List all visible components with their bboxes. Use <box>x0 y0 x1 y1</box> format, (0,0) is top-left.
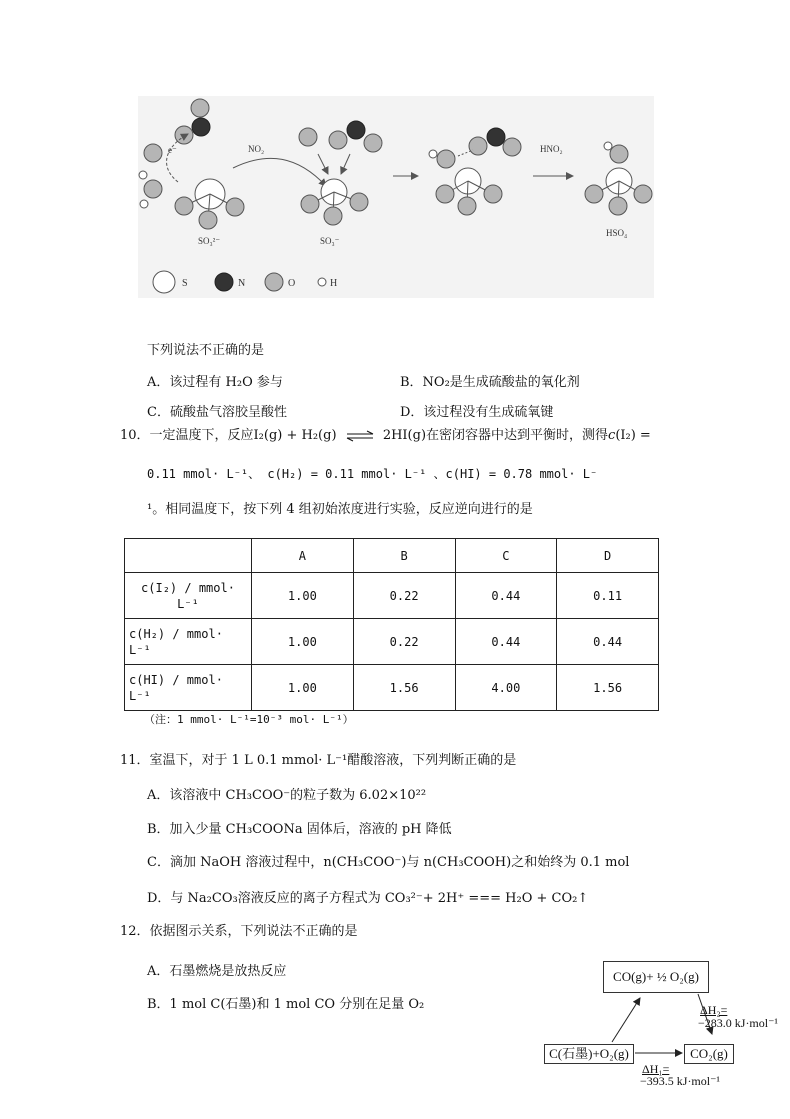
table-header-cell <box>125 539 252 573</box>
svg-text:O: O <box>288 278 296 289</box>
table-cell: 0.11 <box>557 573 659 619</box>
table-row-label: c(H₂) / mmol· L⁻¹ <box>125 619 252 665</box>
table-cell: 1.00 <box>252 665 354 711</box>
table-cell: 1.00 <box>252 619 354 665</box>
dh1-label: ΔH₁= <box>642 1062 670 1076</box>
q10-stem-line3: ¹。相同温度下，按下列 4 组初始浓度进行实验，反应逆向进行的是 <box>147 502 533 517</box>
co-half-o2-box: CO(g)+ ½ O₂(g) <box>603 961 709 993</box>
q9-option-b: B．NO₂是生成硫酸盐的氧化剂 <box>400 375 580 390</box>
q9-option-d: D．该过程没有生成硫氧键 <box>400 405 554 420</box>
equilibrium-arrow-icon <box>345 430 375 442</box>
table-header-row <box>125 539 659 573</box>
q12-stem: 12．依据图示关系，下列说法不正确的是 <box>120 924 358 939</box>
table-cell: 0.22 <box>353 619 455 665</box>
q10-c-symbol: c <box>608 428 616 443</box>
hno2-label: HNO₂ <box>540 144 563 154</box>
table-header-cell: C <box>455 539 557 573</box>
dh1-value: −393.5 kJ·mol⁻¹ <box>640 1074 721 1088</box>
table-row <box>125 619 659 665</box>
q10-stem-line2: 0.11 mmol· L⁻¹、 c(H₂) = 0.11 mmol· L⁻¹ 、c(HI) = 0.78 mmol· L⁻ <box>147 467 598 481</box>
table-cell: 1.00 <box>252 573 354 619</box>
table-cell: 1.56 <box>353 665 455 711</box>
hso4-label: HSO₄ <box>606 228 628 238</box>
electron-label: e⁻ <box>168 145 177 155</box>
svg-text:N: N <box>238 278 246 289</box>
so3-2minus-label: SO₃²⁻ <box>198 236 221 246</box>
q11-stem: 11．室温下，对于 1 L 0.1 mmol· L⁻¹醋酸溶液，下列判断正确的是 <box>120 753 517 768</box>
q9-option-c: C．硫酸盐气溶胶呈酸性 <box>147 405 287 420</box>
table-row <box>125 665 659 711</box>
table-header-cell: A <box>252 539 354 573</box>
so3-minus-label: SO₃⁻ <box>320 236 340 246</box>
q10-table-note: （注：1 mmol· L⁻¹=10⁻³ mol· L⁻¹） <box>144 713 354 726</box>
table-cell: 4.00 <box>455 665 557 711</box>
table-cell: 0.44 <box>455 619 557 665</box>
table-header-cell: D <box>557 539 659 573</box>
no2-label: NO₂ <box>248 144 265 154</box>
table-row <box>125 573 659 619</box>
svg-text:S: S <box>182 278 188 289</box>
q10-data-table <box>124 538 659 711</box>
q11-option-d: D．与 Na₂CO₃溶液反应的离子方程式为 CO₃²⁻+ 2H⁺ === H₂O + CO₂↑ <box>147 891 589 906</box>
q11-option-b: B．加入少量 CH₃COONa 固体后，溶液的 pH 降低 <box>147 822 452 837</box>
table-cell: 0.44 <box>455 573 557 619</box>
table-cell: 1.56 <box>557 665 659 711</box>
q10-stem-line1 <box>120 428 651 444</box>
table-row-label: c(I₂) / mmol· L⁻¹ <box>125 573 252 619</box>
table-header-cell: B <box>353 539 455 573</box>
reaction-mechanism-figure <box>138 96 654 298</box>
q10-reaction-right: 2HI(g)在密闭容器中达到平衡时，测得 <box>382 428 609 443</box>
table-cell: 0.22 <box>353 573 455 619</box>
q10-reaction-left: 10．一定温度下，反应I₂(g) + H₂(g) <box>120 428 337 443</box>
q12-option-a: A．石墨燃烧是放热反应 <box>147 964 287 979</box>
dh2-value: −283.0 kJ·mol⁻¹ <box>698 1016 779 1030</box>
q10-ci2: (I₂) = <box>615 428 651 443</box>
q9-option-a: A．该过程有 H₂O 参与 <box>147 375 283 390</box>
table-cell: 0.44 <box>557 619 659 665</box>
graphite-o2-box: C(石墨)+O₂(g) <box>544 1044 634 1064</box>
dh2-label: ΔH₂= <box>700 1003 728 1017</box>
co2-box: CO₂(g) <box>684 1044 734 1064</box>
q11-option-a: A．该溶液中 CH₃COO⁻的粒子数为 6.02×10²² <box>147 788 427 803</box>
svg-text:H: H <box>330 278 338 289</box>
q11-option-c: C．滴加 NaOH 溶液过程中，n(CH₃COO⁻)与 n(CH₃COOH)之和始终为 0.1 mol <box>147 855 630 870</box>
q9-stem: 下列说法不正确的是 <box>147 343 265 358</box>
q12-option-b: B．1 mol C(石墨)和 1 mol CO 分别在足量 O₂ <box>147 997 425 1012</box>
table-row-label: c(HI) / mmol· L⁻¹ <box>125 665 252 711</box>
